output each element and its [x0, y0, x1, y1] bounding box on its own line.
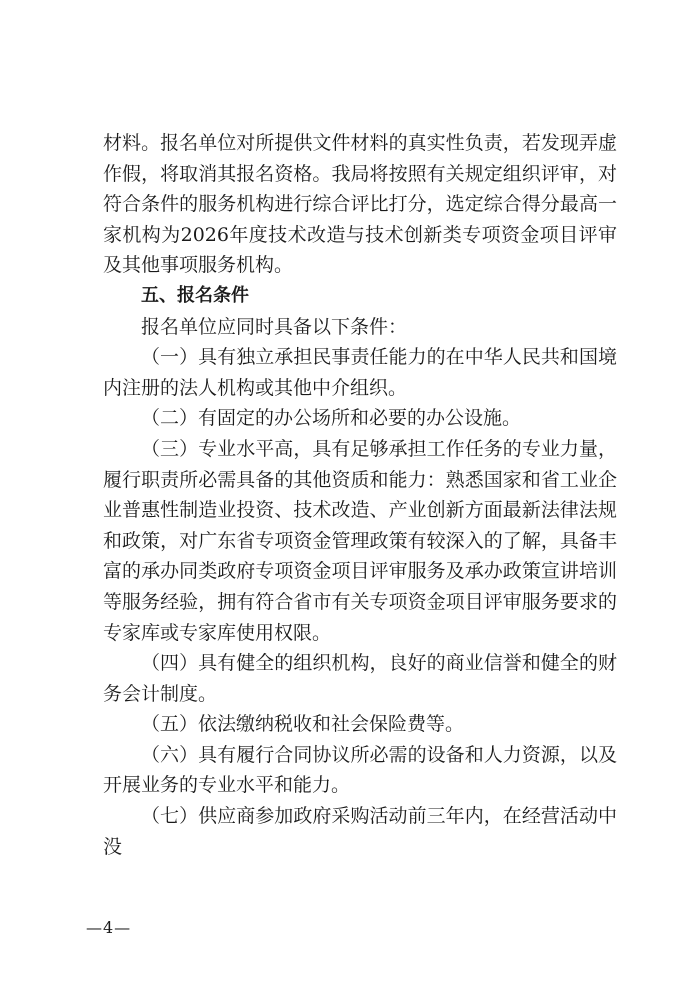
condition-item-2: （二）有固定的办公场所和必要的办公设施。	[141, 407, 522, 430]
condition-item-6: （六）具有履行合同协议所必需的设备和人力资源，以及开展业务的专业水平和能力。	[103, 743, 617, 797]
paragraph-continuation: 材料。报名单位对所提供文件材料的真实性负责，若发现弄虚作假，将取消其报名资格。我局将按照有关规定组织评审，对符合条件的服务机构进行综合评比打分，选定综合得分最高一家机构为2026年度技术改造与技术创新类专项资金项目评审及其他事项服务机构。	[103, 132, 617, 277]
page-number: —4—	[86, 918, 132, 937]
section-heading: 五、报名条件	[141, 284, 249, 306]
condition-item-5: （五）依法缴纳税收和社会保险费等。	[141, 713, 465, 736]
condition-item-3: （三）专业水平高，具有足够承担工作任务的专业力量，履行职责所必需具备的其他资质和能力：熟悉国家和省工业企业普惠性制造业投资、技术改造、产业创新方面最新法律法规和政策，对广东省专项资金管理政策有较深入的了解，具备丰富的承办同类政府专项资金项目评审服务及承办政策宣讲培训等服务经验，拥有符合省市有关专项资金项目评审服务要求的专家库或专家库使用权限。	[103, 437, 617, 644]
condition-item-7: （七）供应商参加政府采购活动前三年内，在经营活动中没	[103, 805, 617, 858]
body-text	[103, 128, 617, 862]
condition-item-1: （一）具有独立承担民事责任能力的在中华人民共和国境内注册的法人机构或其他中介组织。	[103, 346, 617, 399]
paragraph-intro: 报名单位应同时具备以下条件：	[141, 315, 408, 338]
condition-item-4: （四）具有健全的组织机构，良好的商业信誉和健全的财务会计制度。	[103, 652, 617, 705]
